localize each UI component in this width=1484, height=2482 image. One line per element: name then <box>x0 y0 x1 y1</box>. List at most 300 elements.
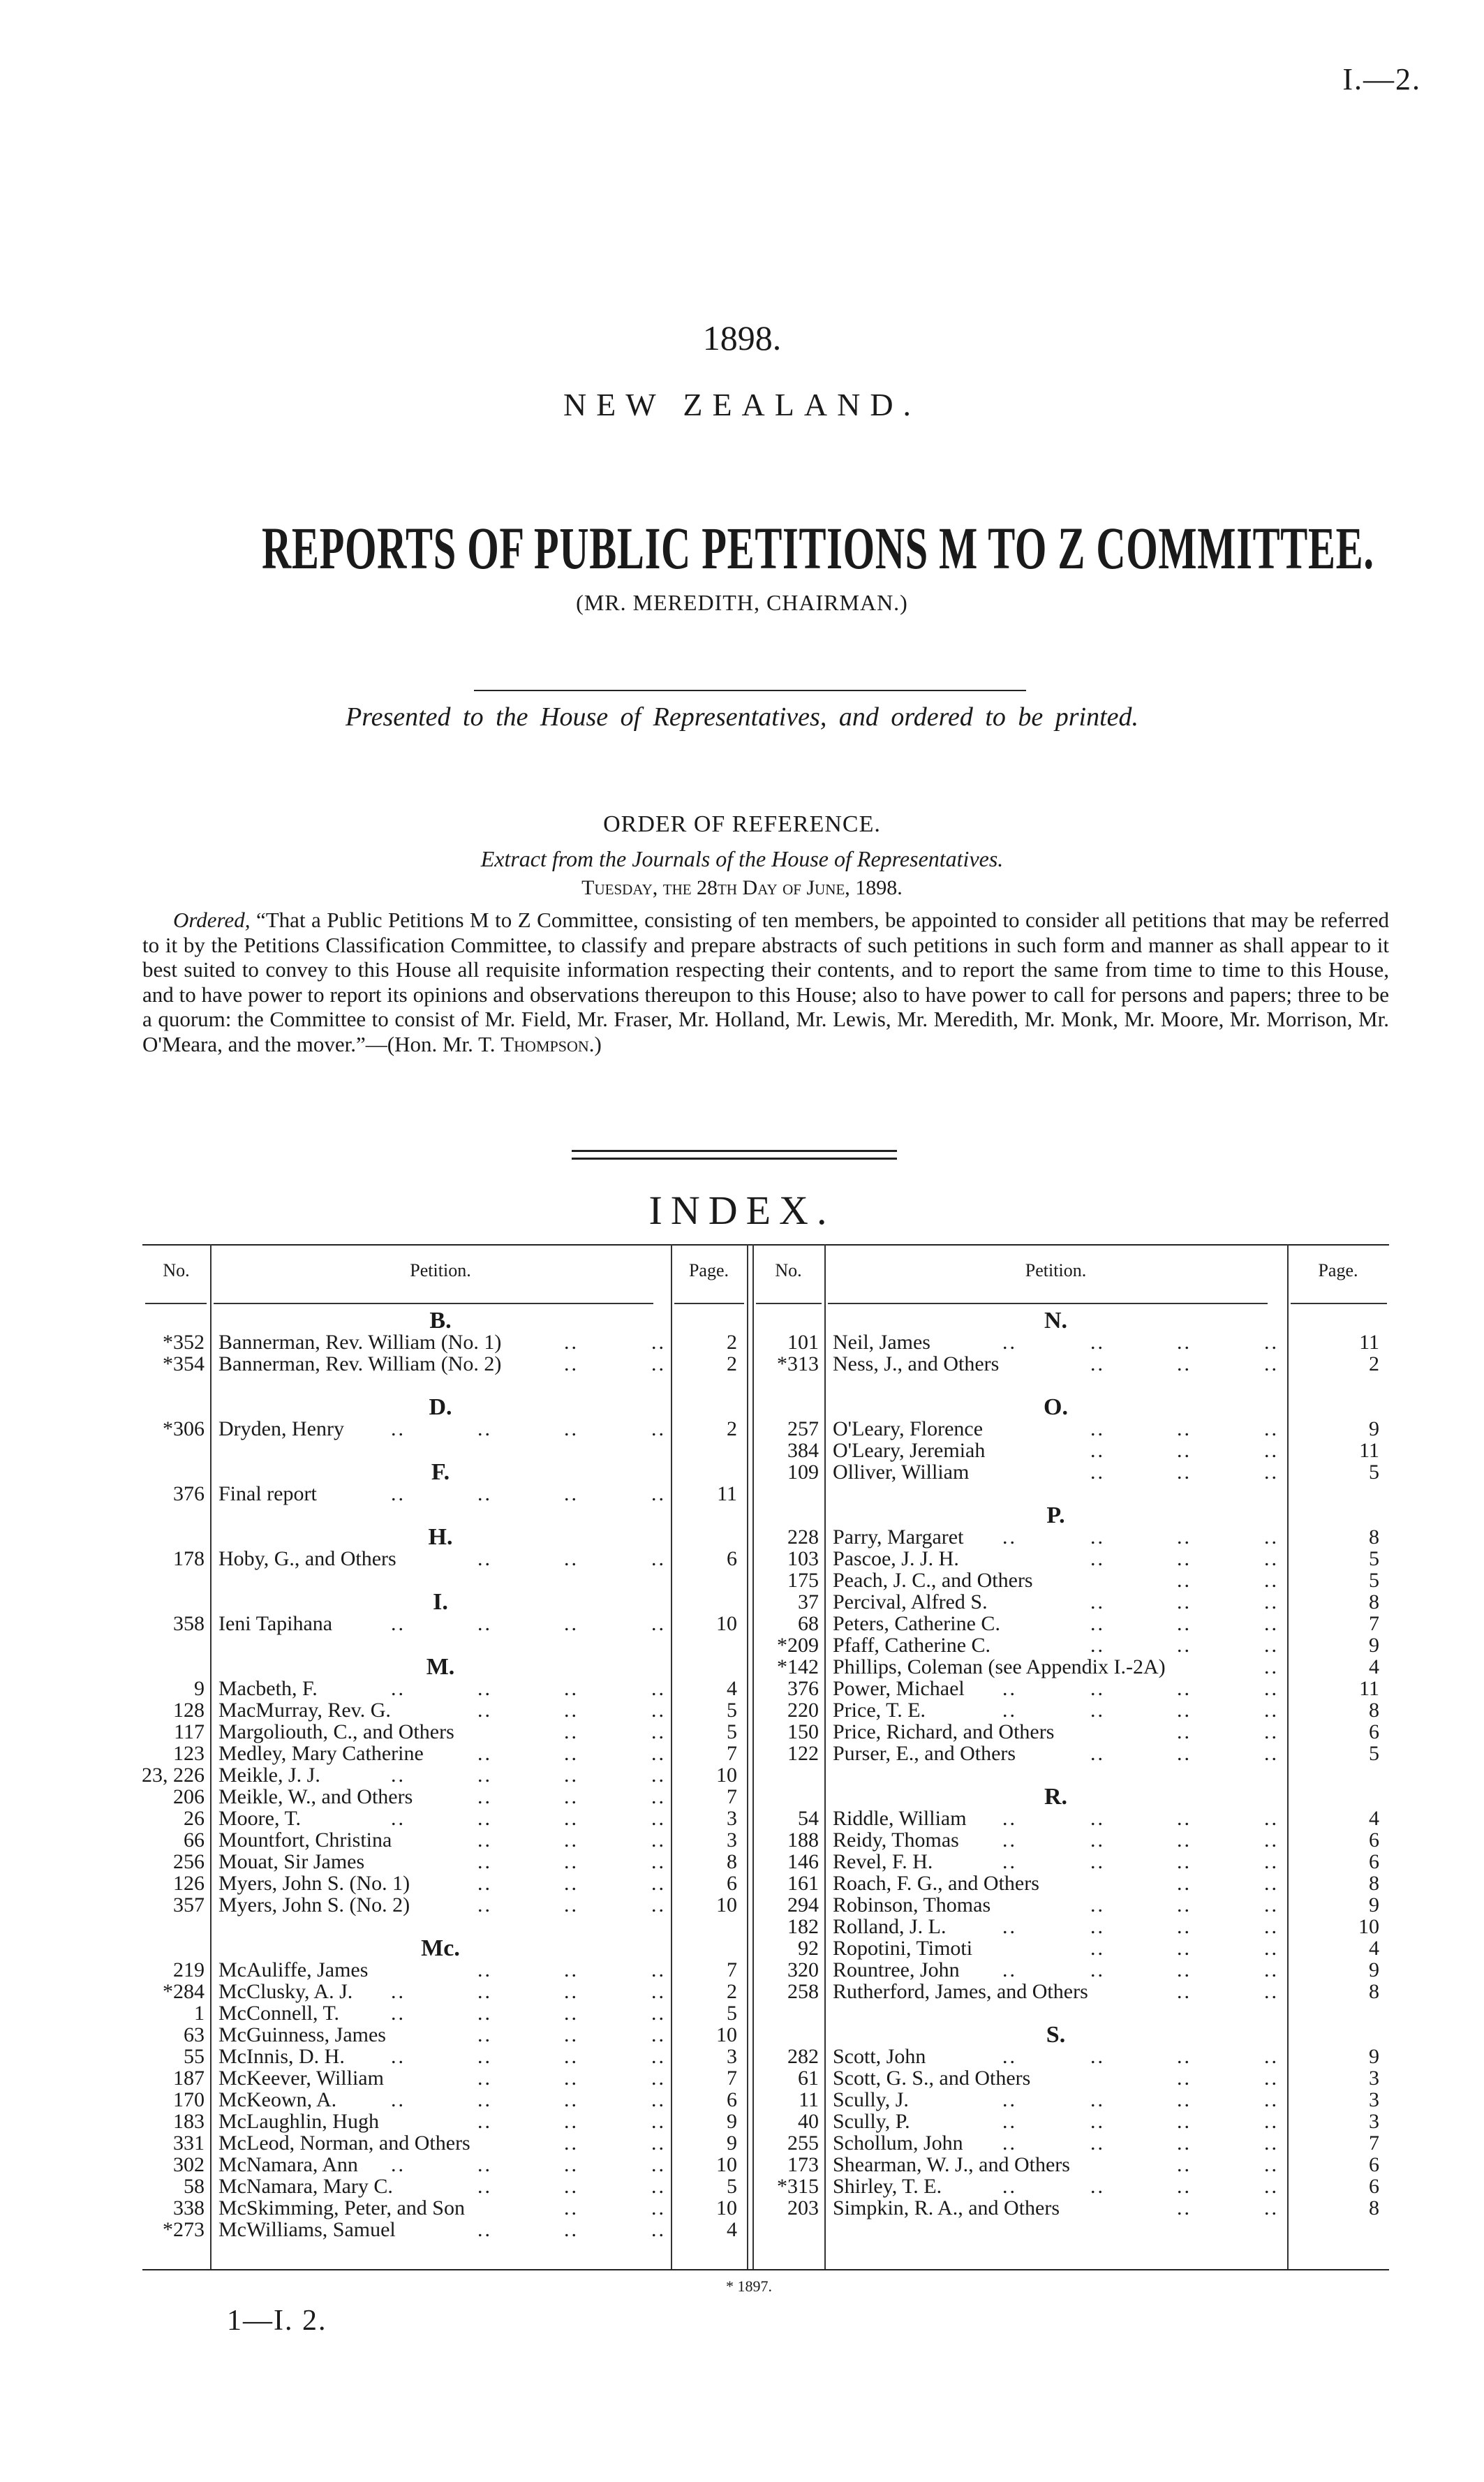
index-row <box>751 1569 1379 1591</box>
petition-name: Meikle, W., and Others <box>218 1785 413 1808</box>
petition-name: Scully, J. <box>833 2088 909 2111</box>
leader-dots: .. <box>1002 1850 1017 1873</box>
page-number: 2 <box>727 1980 737 2003</box>
leader-dots: .. <box>1002 1526 1017 1549</box>
petition-name: Hoby, G., and Others <box>218 1547 396 1570</box>
index-row <box>751 1916 1379 1937</box>
petition-number: 187 <box>173 2067 205 2090</box>
index-row <box>137 2197 737 2219</box>
leader-dots: .. <box>477 1850 492 1873</box>
index-row <box>751 1743 1379 1764</box>
section-letter: N. <box>1044 1308 1068 1334</box>
leader-dots: .. <box>651 2045 666 2068</box>
petition-name: Schollum, John <box>833 2132 963 2155</box>
footnote: * 1897. <box>726 2277 772 2295</box>
leader-dots: .. <box>1177 2175 1192 2198</box>
petition-number: 188 <box>787 1829 819 1852</box>
index-row <box>751 1634 1379 1656</box>
leader-dots: .. <box>477 1980 492 2003</box>
page-number: 10 <box>716 2196 737 2219</box>
index-heading: INDEX. <box>648 1188 836 1233</box>
petition-number: 61 <box>798 2067 819 2090</box>
page-number: 6 <box>1369 2175 1379 2198</box>
leader-dots: .. <box>1177 2067 1192 2090</box>
leader-dots: .. <box>651 2153 666 2176</box>
leader-dots: .. <box>564 1829 579 1852</box>
leader-dots: .. <box>1177 2153 1192 2176</box>
leader-dots: .. <box>391 1764 406 1787</box>
petition-number: 68 <box>798 1612 819 1635</box>
leader-dots: .. <box>564 1807 579 1830</box>
leader-dots: .. <box>1264 1829 1279 1852</box>
section-letter: O. <box>1044 1394 1068 1420</box>
leader-dots: .. <box>1177 1461 1192 1484</box>
petition-number: 146 <box>787 1850 819 1873</box>
page-number: 5 <box>727 1699 737 1722</box>
leader-dots: .. <box>1264 1742 1279 1765</box>
leader-dots: .. <box>1177 1547 1192 1570</box>
index-row <box>751 2046 1379 2067</box>
petition-number: 170 <box>173 2088 205 2111</box>
index-row <box>751 1331 1379 1353</box>
header-rule <box>674 1303 744 1304</box>
petition-number: 66 <box>184 1829 205 1852</box>
leader-dots: .. <box>1264 2045 1279 2068</box>
order-date: Tuesday, the 28th Day of June, 1898. <box>581 876 903 899</box>
page-number: 5 <box>1369 1461 1379 1484</box>
page-number: 6 <box>1369 1720 1379 1743</box>
leader-dots: .. <box>651 1547 666 1570</box>
leader-dots: .. <box>1264 1677 1279 1700</box>
petition-name: Rolland, J. L. <box>833 1915 947 1938</box>
index-row <box>751 1937 1379 1959</box>
petition-name: O'Leary, Jeremiah <box>833 1439 986 1462</box>
leader-dots: .. <box>1264 2196 1279 2219</box>
leader-dots: .. <box>477 1764 492 1787</box>
petition-name: Dryden, Henry <box>218 1417 344 1440</box>
leader-dots: .. <box>1090 1439 1105 1462</box>
petition-number: 203 <box>787 2196 819 2219</box>
leader-dots: .. <box>1264 2110 1279 2133</box>
page-number: 5 <box>727 2175 737 2198</box>
petition-name: Robinson, Thomas <box>833 1893 991 1916</box>
leader-dots: .. <box>1090 2132 1105 2155</box>
page-number: 7 <box>1369 1612 1379 1635</box>
index-row <box>751 1526 1379 1548</box>
page-number: 3 <box>1369 2110 1379 2133</box>
page-number: 4 <box>1369 1937 1379 1960</box>
leader-dots: .. <box>1264 1461 1279 1484</box>
leader-dots: .. <box>1177 1937 1192 1960</box>
leader-dots: .. <box>477 1872 492 1895</box>
petition-number: 126 <box>173 1872 205 1895</box>
petition-name: McInnis, D. H. <box>218 2045 345 2068</box>
petition-name: Olliver, William <box>833 1461 970 1484</box>
leader-dots: .. <box>1090 1742 1105 1765</box>
index-row <box>751 1808 1379 1829</box>
petition-number: 123 <box>173 1742 205 1765</box>
petition-name: McWilliams, Samuel <box>218 2218 396 2241</box>
page-number: 4 <box>727 2218 737 2241</box>
leader-dots: .. <box>1264 1331 1279 1354</box>
index-row <box>137 1331 737 1353</box>
leader-dots: .. <box>564 1764 579 1787</box>
petition-number: 256 <box>173 1850 205 1873</box>
petition-name: McLaughlin, Hugh <box>218 2110 379 2133</box>
petition-number: 122 <box>787 1742 819 1765</box>
petition-name: Margoliouth, C., and Others <box>218 1720 454 1743</box>
index-row <box>137 1959 737 1981</box>
page-number: 9 <box>1369 1634 1379 1657</box>
header-rule <box>1291 1303 1387 1304</box>
leader-dots: .. <box>1090 1915 1105 1938</box>
leader-dots: .. <box>477 2045 492 2068</box>
leader-dots: .. <box>477 1807 492 1830</box>
leader-dots: .. <box>564 1417 579 1440</box>
leader-dots: .. <box>1264 1807 1279 1830</box>
leader-dots: .. <box>1177 1439 1192 1462</box>
leader-dots: .. <box>477 1742 492 1765</box>
petition-number: 1 <box>194 2002 205 2025</box>
leader-dots: .. <box>477 2067 492 2090</box>
petition-number: 103 <box>787 1547 819 1570</box>
page-number: 2 <box>1369 1352 1379 1375</box>
petition-name: Shirley, T. E. <box>833 2175 942 2198</box>
petition-name: Moore, T. <box>218 1807 302 1830</box>
signature-mark: 1—I. 2. <box>227 2305 327 2337</box>
page-number: 3 <box>727 1807 737 1830</box>
leader-dots: .. <box>1090 1590 1105 1613</box>
petition-number: 150 <box>787 1720 819 1743</box>
index-row <box>137 2132 737 2154</box>
index-row <box>751 1721 1379 1743</box>
leader-dots: .. <box>477 2110 492 2133</box>
header-rule <box>828 1303 1268 1304</box>
section-letter: R. <box>1044 1784 1068 1810</box>
petition-name: Scott, G. S., and Others <box>833 2067 1031 2090</box>
header-rule <box>756 1303 822 1304</box>
petition-name: O'Leary, Florence <box>833 1417 984 1440</box>
leader-dots: .. <box>1090 1352 1105 1375</box>
leader-dots: .. <box>1177 1980 1192 2003</box>
index-row <box>751 1461 1379 1483</box>
leader-dots: .. <box>1090 1547 1105 1570</box>
petition-name: Pascoe, J. J. H. <box>833 1547 959 1570</box>
chairman: (MR. MEREDITH, CHAIRMAN.) <box>576 590 908 615</box>
leader-dots: .. <box>477 1829 492 1852</box>
leader-dots: .. <box>1177 2196 1192 2219</box>
page-number: 10 <box>716 1612 737 1635</box>
table-bottom-rule <box>142 2269 1389 2270</box>
leader-dots: .. <box>1177 1331 1192 1354</box>
leader-dots: .. <box>477 2023 492 2046</box>
index-row <box>751 2154 1379 2176</box>
leader-dots: .. <box>1264 1590 1279 1613</box>
petition-number: 92 <box>798 1937 819 1960</box>
petition-name: Meikle, J. J. <box>218 1764 320 1787</box>
leader-dots: .. <box>477 2218 492 2241</box>
page-number: 10 <box>716 2023 737 2046</box>
index-row <box>137 1721 737 1743</box>
page-number: 11 <box>1359 1331 1379 1354</box>
header-page: Page. <box>1318 1260 1358 1280</box>
document-title: REPORTS OF PUBLIC PETITIONS M TO Z COMMITTEE. <box>261 515 1374 582</box>
petition-number: 219 <box>173 1958 205 1981</box>
leader-dots: .. <box>1002 2175 1017 2198</box>
page-number: 6 <box>1369 2153 1379 2176</box>
index-row <box>137 2219 737 2240</box>
petition-name: Peters, Catherine C. <box>833 1612 1000 1635</box>
index-row <box>137 2111 737 2132</box>
petition-number: *273 <box>163 2218 205 2241</box>
petition-number: 258 <box>787 1980 819 2003</box>
petition-number: 175 <box>787 1569 819 1592</box>
petition-number: 183 <box>173 2110 205 2133</box>
page-number: 9 <box>1369 2045 1379 2068</box>
petition-number: 55 <box>184 2045 205 2068</box>
petition-number: 40 <box>798 2110 819 2133</box>
leader-dots: .. <box>1090 1461 1105 1484</box>
index-row <box>137 1613 737 1634</box>
petition-number: *315 <box>777 2175 819 2198</box>
page-number: 11 <box>717 1482 737 1505</box>
index-row <box>751 1829 1379 1851</box>
petition-number: 182 <box>787 1915 819 1938</box>
leader-dots: .. <box>564 2067 579 2090</box>
country: NEW ZEALAND. <box>563 387 921 422</box>
index-row <box>137 2089 737 2111</box>
leader-dots: .. <box>564 2175 579 2198</box>
leader-dots: .. <box>1177 1872 1192 1895</box>
index-row <box>751 1440 1379 1461</box>
leader-dots: .. <box>1177 1915 1192 1938</box>
petition-name: Revel, F. H. <box>833 1850 933 1873</box>
petition-name: Bannerman, Rev. William (No. 2) <box>218 1352 502 1375</box>
column-rule <box>747 1244 748 2269</box>
page-number: 2 <box>727 1417 737 1440</box>
leader-dots: .. <box>1177 1569 1192 1592</box>
petition-name: McLeod, Norman, and Others <box>218 2132 470 2155</box>
petition-name: McGuinness, James <box>218 2023 386 2046</box>
leader-dots: .. <box>564 1547 579 1570</box>
section-letter: F. <box>431 1459 450 1485</box>
leader-dots: .. <box>564 2196 579 2219</box>
page-number: 8 <box>1369 1526 1379 1549</box>
leader-dots: .. <box>391 2153 406 2176</box>
leader-dots: .. <box>564 1872 579 1895</box>
leader-dots: .. <box>1090 2175 1105 2198</box>
leader-dots: .. <box>1177 1807 1192 1830</box>
leader-dots: .. <box>1264 1417 1279 1440</box>
page-number: 7 <box>1369 2132 1379 2155</box>
index-row <box>137 1808 737 1829</box>
page-number: 10 <box>716 1764 737 1787</box>
petition-number: 376 <box>787 1677 819 1700</box>
leader-dots: .. <box>1090 1634 1105 1657</box>
petition-name: Bannerman, Rev. William (No. 1) <box>218 1331 502 1354</box>
section-letter: B. <box>429 1308 452 1334</box>
page-number: 6 <box>1369 1850 1379 1873</box>
petition-name: Rutherford, James, and Others <box>833 1980 1088 2003</box>
leader-dots: .. <box>564 1742 579 1765</box>
index-row <box>137 1483 737 1505</box>
page-number: 6 <box>727 1872 737 1895</box>
index-row <box>751 2089 1379 2111</box>
leader-dots: .. <box>1264 1958 1279 1981</box>
leader-dots: .. <box>1264 1439 1279 1462</box>
order-heading: ORDER OF REFERENCE. <box>603 811 881 837</box>
leader-dots: .. <box>391 1417 406 1440</box>
header-rule <box>214 1303 653 1304</box>
order-text: “That a Public Petitions M to Z Committee, consisting of ten members, be appointed to consider all petitions that may be referred to it by the Petitions Classification Committee, to classify and prepare abstracts of such petitions in such form and manner as shall appear to it best suited to convey to this House all requisite information respecting their contents, and to report the same from time to time to this House, and to have power to report its opinions and observations thereupon to this House; also to have power to call for persons and papers; three to be a quorum: the Committee to consist of Mr. Field, Mr. Fraser, Mr. Holland, Mr. Lewis, Mr. Meredith, Mr. Monk, Mr. Moore, Mr. Morrison, Mr. O'Meara, and the mover.”—(Hon. Mr. T. <box>142 908 1389 1056</box>
section-letter: M. <box>426 1654 455 1680</box>
leader-dots: .. <box>1264 2175 1279 2198</box>
page-number: 6 <box>1369 1829 1379 1852</box>
petition-name: McAuliffe, James <box>218 1958 369 1981</box>
leader-dots: .. <box>391 1980 406 2003</box>
table-top-rule <box>142 1244 1389 1246</box>
mover: Thompson.) <box>500 1031 602 1056</box>
page-number: 2 <box>727 1331 737 1354</box>
leader-dots: .. <box>1264 1915 1279 1938</box>
page-number: 5 <box>727 1720 737 1743</box>
leader-dots: .. <box>651 2218 666 2241</box>
leader-dots: .. <box>1264 1893 1279 1916</box>
leader-dots: .. <box>1177 1677 1192 1700</box>
petition-name: McClusky, A. J. <box>218 1980 353 2003</box>
leader-dots: .. <box>651 1352 666 1375</box>
section-letter: P. <box>1046 1502 1065 1528</box>
leader-dots: .. <box>1002 1958 1017 1981</box>
petition-name: Price, Richard, and Others <box>833 1720 1055 1743</box>
leader-dots: .. <box>1177 1352 1192 1375</box>
petition-number: 331 <box>173 2132 205 2155</box>
leader-dots: .. <box>1090 1937 1105 1960</box>
page-number: 10 <box>716 2153 737 2176</box>
petition-name: Final report <box>218 1482 317 1505</box>
leader-dots: .. <box>651 1742 666 1765</box>
petition-name: Mouat, Sir James <box>218 1850 365 1873</box>
petition-name: Ieni Tapihana <box>218 1612 333 1635</box>
page-reference: I.—2. <box>1342 62 1421 96</box>
petition-number: 228 <box>787 1526 819 1549</box>
index-row <box>751 1418 1379 1440</box>
leader-dots: .. <box>1177 1720 1192 1743</box>
index-row <box>137 1743 737 1764</box>
petition-number: 173 <box>787 2153 819 2176</box>
leader-dots: .. <box>477 1482 492 1505</box>
leader-dots: .. <box>391 2002 406 2025</box>
leader-dots: .. <box>651 2196 666 2219</box>
leader-dots: .. <box>1002 1699 1017 1722</box>
header-no: No. <box>775 1260 802 1280</box>
index-row <box>751 1699 1379 1721</box>
leader-dots: .. <box>1090 1417 1105 1440</box>
petition-name: McKeever, William <box>218 2067 384 2090</box>
year: 1898. <box>702 318 782 357</box>
petition-name: Simpkin, R. A., and Others <box>833 2196 1060 2219</box>
leader-dots: .. <box>391 1677 406 1700</box>
index-row <box>137 2046 737 2067</box>
index-row <box>137 1678 737 1699</box>
section-letter: D. <box>429 1394 452 1420</box>
leader-dots: .. <box>564 1980 579 2003</box>
petition-number: 128 <box>173 1699 205 1722</box>
leader-dots: .. <box>1002 2110 1017 2133</box>
leader-dots: .. <box>477 2002 492 2025</box>
leader-dots: .. <box>391 1482 406 1505</box>
leader-dots: .. <box>1264 2088 1279 2111</box>
leader-dots: .. <box>651 1807 666 1830</box>
leader-dots: .. <box>564 1850 579 1873</box>
index-row <box>751 2111 1379 2132</box>
leader-dots: .. <box>1177 1526 1192 1549</box>
leader-dots: .. <box>1177 1612 1192 1635</box>
page-number: 3 <box>1369 2088 1379 2111</box>
leader-dots: .. <box>1264 2067 1279 2090</box>
leader-dots: .. <box>651 2002 666 2025</box>
index-row <box>137 1548 737 1569</box>
index-row <box>137 1894 737 1916</box>
leader-dots: .. <box>1177 2088 1192 2111</box>
petition-name: Mountfort, Christina <box>218 1829 392 1852</box>
leader-dots: .. <box>1264 1634 1279 1657</box>
index-row <box>137 2154 737 2176</box>
index-row <box>751 1353 1379 1375</box>
page-number: 10 <box>716 1893 737 1916</box>
leader-dots: .. <box>564 2132 579 2155</box>
index-row <box>751 2067 1379 2089</box>
page-number: 8 <box>1369 1699 1379 1722</box>
petition-number: 357 <box>173 1893 205 1916</box>
petition-number: *313 <box>777 1352 819 1375</box>
petition-number: 117 <box>174 1720 205 1743</box>
leader-dots: .. <box>651 1785 666 1808</box>
petition-number: 376 <box>173 1482 205 1505</box>
leader-dots: .. <box>564 1958 579 1981</box>
leader-dots: .. <box>477 2175 492 2198</box>
page-number: 2 <box>727 1352 737 1375</box>
index-row <box>137 1981 737 2002</box>
leader-dots: .. <box>564 1482 579 1505</box>
petition-number: 302 <box>173 2153 205 2176</box>
petition-name: McSkimming, Peter, and Son <box>218 2196 465 2219</box>
page-number: 9 <box>727 2132 737 2155</box>
petition-name: Scott, John <box>833 2045 926 2068</box>
leader-dots: .. <box>1177 1742 1192 1765</box>
petition-number: *284 <box>163 1980 205 2003</box>
leader-dots: .. <box>651 1872 666 1895</box>
index-row <box>751 1678 1379 1699</box>
petition-number: *209 <box>777 1634 819 1657</box>
leader-dots: .. <box>564 1893 579 1916</box>
leader-dots: .. <box>1090 2088 1105 2111</box>
index-row <box>751 1872 1379 1894</box>
header-petition: Petition. <box>410 1260 471 1280</box>
page-number: 8 <box>727 1850 737 1873</box>
leader-dots: .. <box>1264 1569 1279 1592</box>
leader-dots: .. <box>1177 1850 1192 1873</box>
petition-name: Peach, J. C., and Others <box>833 1569 1033 1592</box>
leader-dots: .. <box>477 2088 492 2111</box>
order-paragraph <box>142 908 1389 1056</box>
leader-dots: .. <box>1177 1829 1192 1852</box>
page-number: 5 <box>1369 1547 1379 1570</box>
leader-dots: .. <box>651 1958 666 1981</box>
leader-dots: .. <box>1264 1352 1279 1375</box>
leader-dots: .. <box>1264 2132 1279 2155</box>
index-row <box>137 1829 737 1851</box>
